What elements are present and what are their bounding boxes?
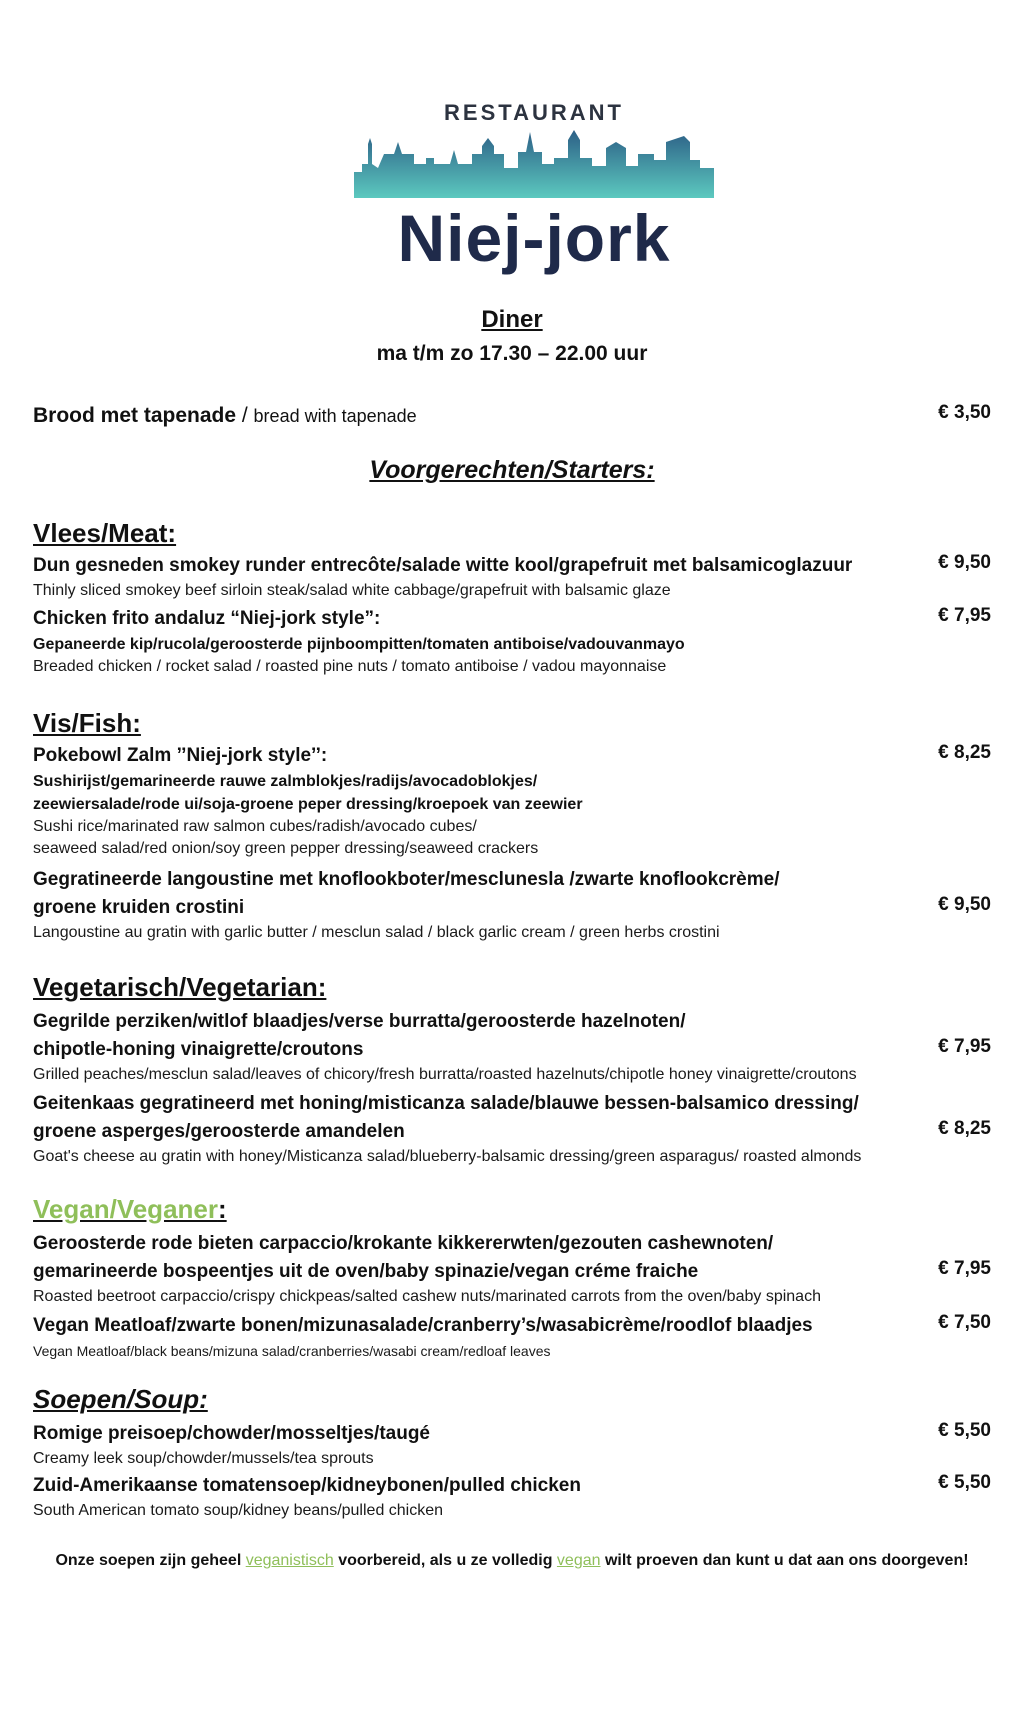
item-price: € 5,50 xyxy=(938,1472,991,1493)
menu-item xyxy=(33,1472,991,1522)
item-translation: Breaded chicken / rocket salad / roasted pine nuts / tomato antiboise / vadou mayonnaise xyxy=(33,658,667,675)
item-name: gemarineerde bospeentjes uit de oven/baby spinazie/vegan créme fraiche xyxy=(33,1261,699,1282)
item-name: Dun gesneden smokey runder entrecôte/salade witte kool/grapefruit met balsamicoglazuur xyxy=(33,555,853,576)
bread-translation: bread with tapenade xyxy=(253,406,417,426)
item-translation: Roasted beetroot carpaccio/crispy chickpeas/salted cashew nuts/marinated carrots from the oven/baby spinach xyxy=(33,1288,821,1305)
item-details: Gepaneerde kip/rucola/geroosterde pijnboompitten/tomaten antiboise/vadouvanmayo xyxy=(33,636,685,653)
item-details: zeewiersalade/rode ui/soja-groene peper dressing/kroepoek van zeewier xyxy=(33,796,583,813)
item-name: groene kruiden crostini xyxy=(33,897,245,918)
menu-item xyxy=(33,1312,991,1362)
item-price: € 9,50 xyxy=(938,894,991,915)
skyline-icon xyxy=(354,124,714,198)
menu-item xyxy=(33,866,991,944)
item-translation: seaweed salad/red onion/soy green pepper dressing/seaweed crackers xyxy=(33,840,539,857)
item-price: € 9,50 xyxy=(938,552,991,573)
vegan-footnote xyxy=(33,1552,991,1570)
footnote-text: wilt proeven dan kunt u dat aan ons doorgeven! xyxy=(600,1552,969,1569)
menu-item xyxy=(33,1008,991,1086)
item-name: Gegratineerde langoustine met knoflookboter/mesclunesla /zwarte knoflookcrème/ xyxy=(33,869,780,890)
item-price: € 8,25 xyxy=(938,742,991,763)
starters-heading: Voorgerechten/Starters: xyxy=(369,456,655,484)
item-translation: Thinly sliced smokey beef sirloin steak/salad white cabbage/grapefruit with balsamic glaze xyxy=(33,582,671,599)
fish-heading: Vis/Fish: xyxy=(33,708,141,738)
vegetarian-heading: Vegetarisch/Vegetarian: xyxy=(33,972,327,1002)
item-translation: Sushi rice/marinated raw salmon cubes/radish/avocado cubes/ xyxy=(33,818,477,835)
opening-hours: ma t/m zo 17.30 – 22.00 uur xyxy=(376,342,648,365)
menu-item xyxy=(33,1420,991,1470)
item-translation: Goat's cheese au gratin with honey/Misticanza salad/blueberry-balsamic dressing/green asparagus/ roasted almonds xyxy=(33,1148,862,1165)
footnote-vegan-link: vegan xyxy=(556,1552,601,1569)
item-price: € 7,95 xyxy=(938,605,991,626)
item-translation: Langoustine au gratin with garlic butter / mesclun salad / black garlic cream / green herbs crostini xyxy=(33,924,720,941)
menu-item xyxy=(33,1230,991,1308)
item-price: € 5,50 xyxy=(938,1420,991,1441)
soup-heading: Soepen/Soup: xyxy=(33,1384,208,1414)
item-name: Geitenkaas gegratineerd met honing/misticanza salade/blauwe bessen-balsamico dressing/ xyxy=(33,1093,859,1114)
item-name: Zuid-Amerikaanse tomatensoep/kidneybonen/pulled chicken xyxy=(33,1475,581,1496)
footnote-veganistisch-link: veganistisch xyxy=(245,1552,334,1569)
menu-item xyxy=(33,742,991,860)
item-name: Pokebowl Zalm ’’Niej-jork style’’: xyxy=(33,745,328,766)
item-name: chipotle-honing vinaigrette/croutons xyxy=(33,1039,364,1060)
item-name: Geroosterde rode bieten carpaccio/krokante kikkererwten/gezouten cashewnoten/ xyxy=(33,1233,774,1254)
item-price: € 8,25 xyxy=(938,1118,991,1139)
footnote-text: voorbereid, als u ze volledig xyxy=(333,1552,557,1569)
item-name: Romige preisoep/chowder/mosseltjes/taugé xyxy=(33,1423,430,1444)
menu-item xyxy=(33,605,991,678)
item-translation: Creamy leek soup/chowder/mussels/tea sprouts xyxy=(33,1450,374,1467)
item-name: groene asperges/geroosterde amandelen xyxy=(33,1121,405,1142)
item-translation: Grilled peaches/mesclun salad/leaves of chicory/fresh burratta/roasted hazelnuts/chipotle honey vinaigrette/croutons xyxy=(33,1066,857,1083)
bread-name: Brood met tapenade xyxy=(33,404,237,427)
vegan-heading xyxy=(33,1194,227,1225)
bread-item xyxy=(33,402,991,430)
item-name: Gegrilde perziken/witlof blaadjes/verse burratta/geroosterde hazelnoten/ xyxy=(33,1011,686,1032)
item-price: € 7,50 xyxy=(938,1312,991,1333)
item-details: Sushirijst/gemarineerde rauwe zalmblokjes/radijs/avocadoblokjes/ xyxy=(33,773,538,790)
logo-name: Niej-jork xyxy=(397,201,671,275)
menu-page xyxy=(33,0,991,1712)
meat-heading: Vlees/Meat: xyxy=(33,518,177,548)
item-translation: Vegan Meatloaf/black beans/mizuna salad/cranberries/wasabi cream/redloaf leaves xyxy=(33,1343,551,1359)
page-title: Diner xyxy=(481,306,543,333)
footnote-text: Onze soepen zijn geheel xyxy=(55,1552,246,1569)
item-name: Vegan Meatloaf/zwarte bonen/mizunasalade/cranberry’s/wasabicrème/roodlof blaadjes xyxy=(33,1315,813,1336)
bread-price: € 3,50 xyxy=(938,402,991,423)
vegan-heading-label: Vegan/Veganer xyxy=(33,1194,218,1224)
restaurant-logo xyxy=(321,92,747,292)
item-price: € 7,95 xyxy=(938,1036,991,1057)
item-translation: South American tomato soup/kidney beans/pulled chicken xyxy=(33,1502,444,1519)
logo-restaurant-word: RESTAURANT xyxy=(444,100,624,125)
bread-separator: / xyxy=(236,404,254,427)
menu-item xyxy=(33,1090,991,1168)
menu-item xyxy=(33,552,991,602)
item-price: € 7,95 xyxy=(938,1258,991,1279)
item-name: Chicken frito andaluz “Niej-jork style”: xyxy=(33,608,381,629)
menu-header xyxy=(33,306,991,366)
vegan-heading-colon: : xyxy=(217,1194,227,1224)
